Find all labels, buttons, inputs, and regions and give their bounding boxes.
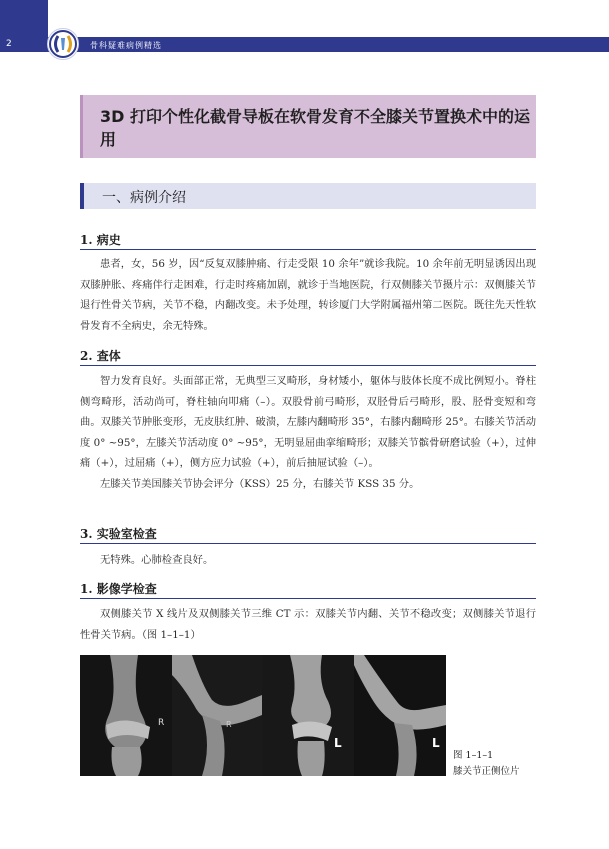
marker-r2: R [226, 720, 232, 729]
subheading-history-label: 1. 病史 [80, 233, 121, 247]
section-heading-box [80, 183, 536, 209]
xray-right-lateral [172, 655, 262, 776]
logo-graphic [48, 29, 78, 59]
subheading-imaging [80, 578, 536, 599]
marker-l1: L [334, 736, 342, 750]
section-stripe [80, 183, 84, 209]
subheading-exam-label: 2. 查体 [80, 349, 121, 363]
history-text: 患者，女，56 岁，因“反复双膝肿痛、行走受限 10 余年”就诊我院。10 余年前无明显诱因出现双膝肿胀、疼痛伴行走困难，行走时疼痛加剧，就诊于当地医院，行双侧膝关节摄片示：双侧膝关节退行性骨关节病，关节不稳，内翻改变。未予处理，转诊厦门大学附属福州第二医院。既往先天性软骨发育不全病史，余无特殊。 [80, 258, 536, 332]
orthopedics-logo-icon [47, 28, 79, 60]
xray-left-lateral [354, 655, 446, 776]
imaging-paragraph [80, 604, 536, 645]
subheading-lab-label: 3. 实验室检查 [80, 527, 157, 541]
subheading-history [80, 229, 536, 250]
figure-caption-text: 膝关节正侧位片 [453, 766, 520, 777]
xray-right-ap [80, 655, 172, 776]
subheading-lab [80, 523, 536, 544]
title-stripe [80, 95, 83, 158]
lab-text: 无特殊。心肺检查良好。 [100, 554, 214, 566]
imaging-text: 双侧膝关节 X 线片及双侧膝关节三维 CT 示：双膝关节内翻、关节不稳改变；双侧膝关节退行性骨关节病。（图 1–1–1） [80, 608, 536, 641]
running-title: 骨科疑难病例精选 [90, 41, 162, 50]
knee-xray-figure [80, 655, 446, 776]
marker-l2: L [432, 736, 440, 750]
marker-r1: R [158, 718, 165, 728]
exam-text-2: 左膝关节美国膝关节协会评分（KSS）25 分，右膝关节 KSS 35 分。 [100, 477, 420, 490]
exam-text-1: 智力发育良好。头面部正常，无典型三叉畸形，身材矮小，躯体与肢体长度不成比例短小。脊柱侧弯畸形，活动尚可，脊柱轴向叩痛（–）。双股骨前弓畸形，双胫骨后弓畸形，股、胫骨变短和弯曲。双膝关节肿胀变形，无皮肤红肿、破溃，左膝内翻畸形 35°，右膝内翻畸形 25°。右膝关节活动度 0° ~95°，左膝关节活动度 0° ~95°，无明显屈曲挛缩畸形；双膝关节髌骨研磨试验（+），过伸痛（+），过屈痛（+），侧方应力试验（+），前后抽屉试验（–）。 [80, 375, 536, 469]
subheading-exam [80, 345, 536, 366]
xray-left-ap [262, 655, 354, 776]
exam-paragraph [80, 371, 536, 494]
lab-paragraph [80, 550, 536, 571]
figure-caption-number: 图 1–1–1 [453, 750, 494, 761]
page-number: 2 [6, 39, 12, 49]
section-heading: 一、病例介绍 [102, 190, 186, 206]
history-paragraph [80, 254, 536, 336]
chapter-title: 3D 打印个性化截骨导板在软骨发育不全膝关节置换术中的运用 [100, 107, 530, 149]
subheading-imaging-label: 1. 影像学检查 [80, 582, 157, 596]
chapter-title-box [80, 95, 536, 158]
